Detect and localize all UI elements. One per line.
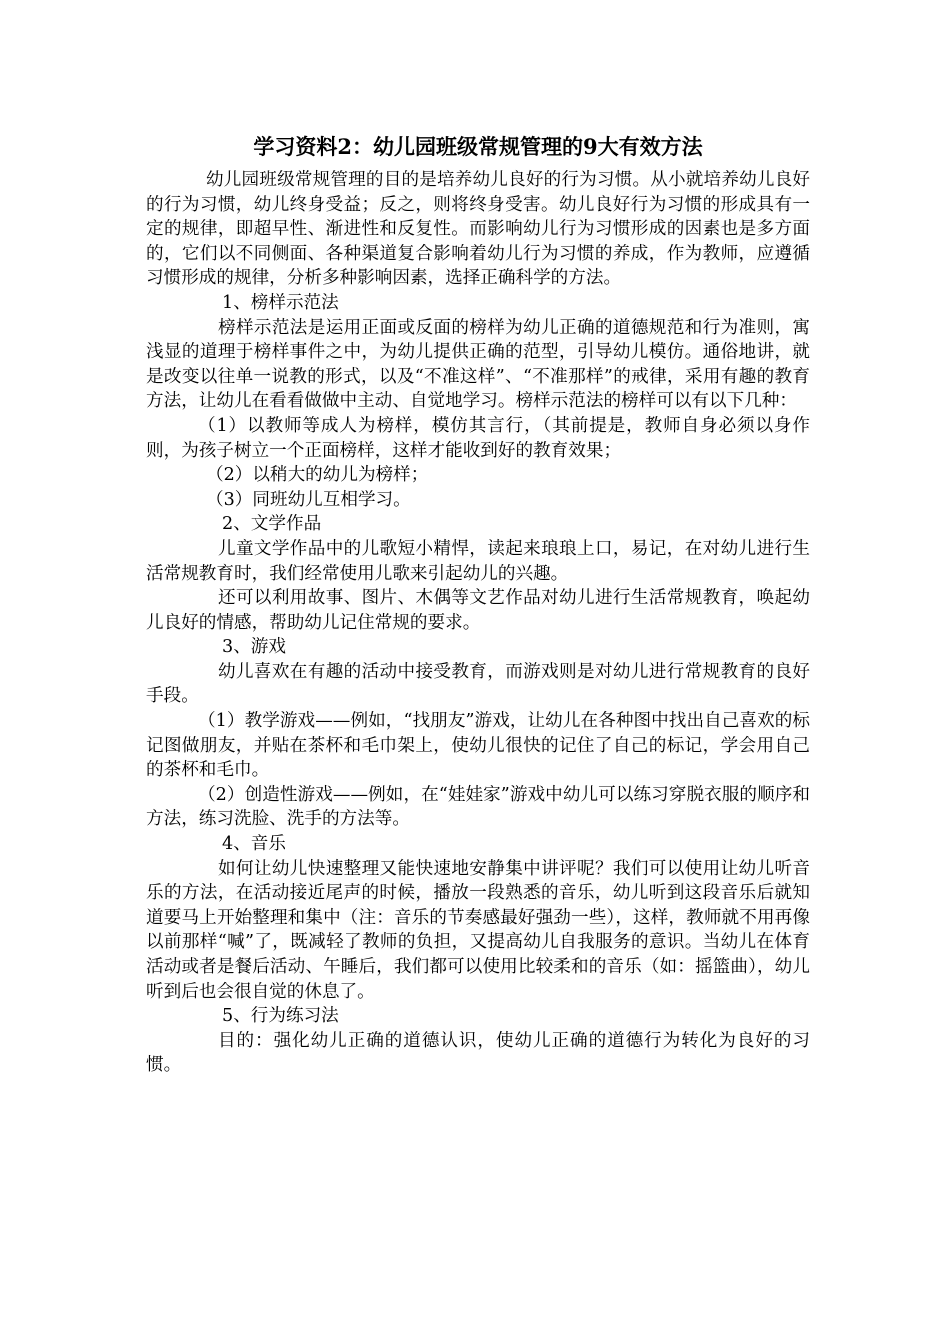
section-3-item-2: （2）创造性游戏——例如，在“娃娃家”游戏中幼儿可以练习穿脱衣服的顺序和方法，练习洗脸、洗手的方法等。 — [146, 784, 810, 830]
document-page — [146, 132, 810, 1078]
section-5-paragraph: 目的：强化幼儿正确的道德认识，使幼儿正确的道德行为转化为良好的习惯。 — [146, 1030, 810, 1076]
section-2-paragraph-2: 还可以利用故事、图片、木偶等文艺作品对幼儿进行生活常规教育，唤起幼儿良好的情感，帮助幼儿记住常规的要求。 — [146, 588, 810, 633]
section-heading-1: 1、榜样示范法 — [222, 292, 339, 313]
section-heading-4: 4、音乐 — [222, 834, 286, 855]
document-title: 学习资料2：幼儿园班级常规管理的9大有效方法 — [253, 134, 703, 159]
section-1-item-2: （2）以稍大的幼儿为榜样； — [206, 465, 429, 486]
section-heading-3: 3、游戏 — [222, 637, 286, 658]
section-heading-2: 2、文学作品 — [222, 514, 322, 535]
intro-paragraph: 幼儿园班级常规管理的目的是培养幼儿良好的行为习惯。从小就培养幼儿良好的行为习惯，幼儿终身受益；反之，则将终身受害。幼儿良好行为习惯的形成具有一定的规律，即超早性、渐进性和反复性。而影响幼儿行为习惯形成的因素也是多方面的，它们以不同侧面、各种渠道复合影响着幼儿行为习惯的养成，作为教师，应遵循习惯形成的规律，分析多种影响因素，选择正确科学的方法。 — [146, 170, 810, 289]
section-3-item-1: （1）教学游戏——例如，“找朋友”游戏，让幼儿在各种图中找出自己喜欢的标记图做朋友，并贴在茶杯和毛巾架上，使幼儿很快的记住了自己的标记，学会用自己的茶杯和毛巾。 — [146, 711, 810, 781]
section-1-item-1: （1）以教师等成人为榜样，模仿其言行，（其前提是，教师自身必须以身作则，为孩子树立一个正面榜样，这样才能收到好的教育效果； — [146, 415, 810, 461]
section-1-paragraph: 榜样示范法是运用正面或反面的榜样为幼儿正确的道德规范和行为准则，寓浅显的道理于榜样事件之中，为幼儿提供正确的范型，引导幼儿模仿。通俗地讲，就是改变以往单一说教的形式，以及“不准这样”、“不准那样”的戒律，采用有趣的教育方法，让幼儿在看看做做中主动、自觉地学习。榜样示范法的榜样可以有以下几种： — [146, 317, 810, 412]
section-2-paragraph-1: 儿童文学作品中的儿歌短小精悍，读起来琅琅上口，易记，在对幼儿进行生活常规教育时，我们经常使用儿歌来引起幼儿的兴趣。 — [146, 538, 810, 584]
section-3-paragraph: 幼儿喜欢在有趣的活动中接受教育，而游戏则是对幼儿进行常规教育的良好手段。 — [146, 661, 810, 707]
section-4-paragraph: 如何让幼儿快速整理又能快速地安静集中讲评呢？我们可以使用让幼儿听音乐的方法，在活动接近尾声的时候，播放一段熟悉的音乐，幼儿听到这段音乐后就知道要马上开始整理和集中（注：音乐的节奏感最好强劲一些），这样，教师就不用再像以前那样“喊”了，既减轻了教师的负担，又提高幼儿自我服务的意识。当幼儿在体育活动或者是餐后活动、午睡后，我们都可以使用比较柔和的音乐（如：摇篮曲），幼儿听到后也会很自觉的休息了。 — [146, 858, 810, 1002]
section-heading-5: 5、行为练习法 — [222, 1006, 339, 1027]
section-1-item-3: （3）同班幼儿互相学习。 — [206, 489, 411, 510]
